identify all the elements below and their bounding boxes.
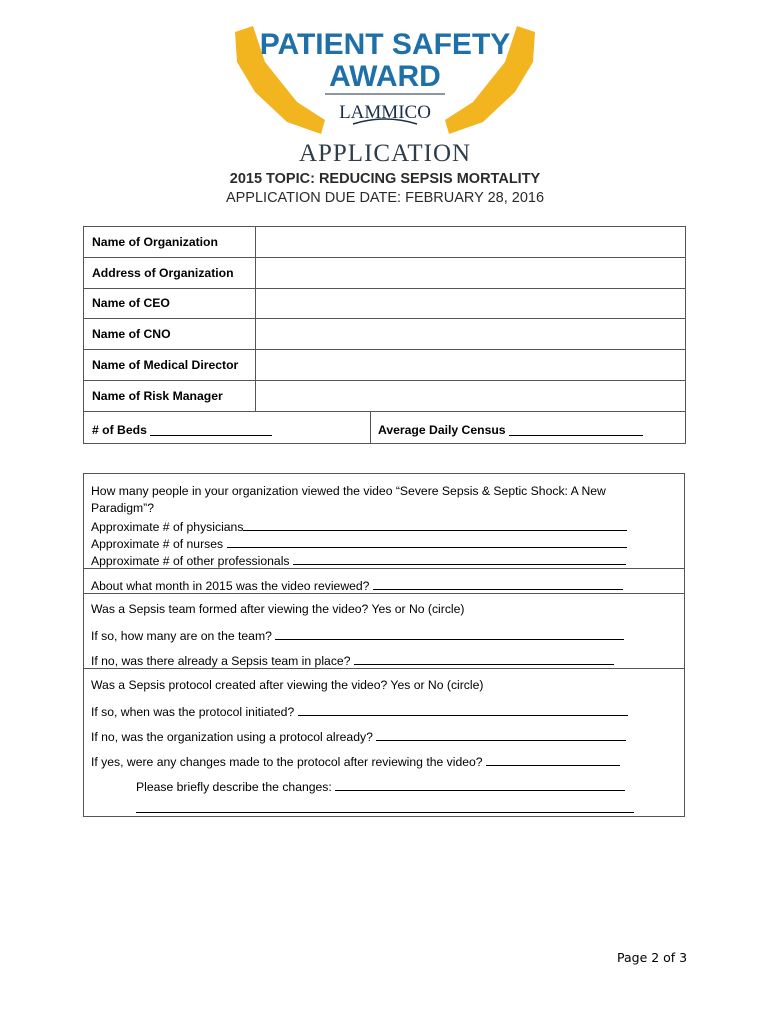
risk-manager-name-field[interactable]: [256, 380, 686, 411]
protocol-initiated-field[interactable]: [298, 703, 628, 716]
organization-info-table: [83, 226, 686, 444]
patient-safety-award-logo: [225, 22, 545, 140]
table-row: [84, 380, 686, 411]
team-size-field[interactable]: [275, 627, 624, 640]
describe-changes-field[interactable]: [335, 778, 625, 791]
existing-team-field[interactable]: [354, 652, 614, 665]
describe-changes-field-line2[interactable]: [136, 800, 634, 813]
other-professionals-label: Approximate # of other professionals: [91, 554, 290, 568]
describe-changes-label: Please briefly describe the changes:: [136, 780, 332, 794]
field-label: Name of Risk Manager: [84, 380, 256, 411]
protocol-changes-field[interactable]: [486, 753, 620, 766]
topic-heading: 2015 TOPIC: REDUCING SEPSIS MORTALITY: [229, 171, 541, 187]
other-professionals-field[interactable]: [293, 552, 626, 565]
field-label: Name of CNO: [84, 319, 256, 350]
question-video-views: How many people in your organization viewed the video “Severe Sepsis & Septic Shock: A New: [91, 484, 606, 498]
medical-director-name-field[interactable]: [256, 350, 686, 381]
protocol-changes-label: If yes, were any changes made to the protocol after reviewing the video?: [91, 755, 483, 769]
table-row: [84, 257, 686, 288]
beds-label: # of Beds: [92, 423, 147, 438]
table-row: [84, 288, 686, 319]
table-row: [84, 319, 686, 350]
protocol-initiated-label: If so, when was the protocol initiated?: [91, 705, 295, 719]
organization-name-field[interactable]: [256, 227, 686, 258]
ceo-name-field[interactable]: [256, 288, 686, 319]
table-row: [84, 411, 686, 443]
cno-name-field[interactable]: [256, 319, 686, 350]
census-label: Average Daily Census: [378, 423, 506, 438]
month-reviewed-field[interactable]: [373, 577, 623, 590]
organization-address-field[interactable]: [256, 257, 686, 288]
field-label: Name of Medical Director: [84, 350, 256, 381]
table-row: [84, 350, 686, 381]
question-video-views-cont: Paradigm”?: [91, 501, 154, 515]
existing-protocol-label: If no, was the organization using a protocol already?: [91, 730, 373, 744]
video-survey-section: [83, 473, 685, 817]
question-protocol-created: Was a Sepsis protocol created after viewing the video? Yes or No (circle): [91, 678, 484, 692]
physicians-label: Approximate # of physicians: [91, 520, 244, 534]
field-label: Address of Organization: [84, 257, 256, 288]
table-row: [84, 227, 686, 258]
due-date-heading: APPLICATION DUE DATE: FEBRUARY 28, 2016: [225, 190, 545, 206]
page-title: APPLICATION: [298, 140, 472, 167]
existing-protocol-field[interactable]: [376, 728, 626, 741]
month-reviewed-label: About what month in 2015 was the video reviewed?: [91, 579, 370, 593]
nurses-field[interactable]: [227, 535, 627, 548]
question-team-formed: Was a Sepsis team formed after viewing the video? Yes or No (circle): [91, 602, 465, 616]
logo-line1: PATIENT SAFETY: [259, 28, 511, 61]
nurses-label: Approximate # of nurses: [91, 537, 224, 551]
logo-line2: AWARD: [329, 60, 441, 93]
logo-brand: LAMMICO: [339, 102, 431, 123]
field-label: Name of Organization: [84, 227, 256, 258]
team-size-label: If so, how many are on the team?: [91, 629, 272, 643]
field-label: Name of CEO: [84, 288, 256, 319]
beds-field[interactable]: [150, 424, 272, 436]
physicians-field[interactable]: [243, 518, 627, 531]
existing-team-label: If no, was there already a Sepsis team in place?: [91, 654, 351, 668]
page-number: Page 2 of 3: [617, 950, 688, 965]
census-field[interactable]: [509, 424, 643, 436]
